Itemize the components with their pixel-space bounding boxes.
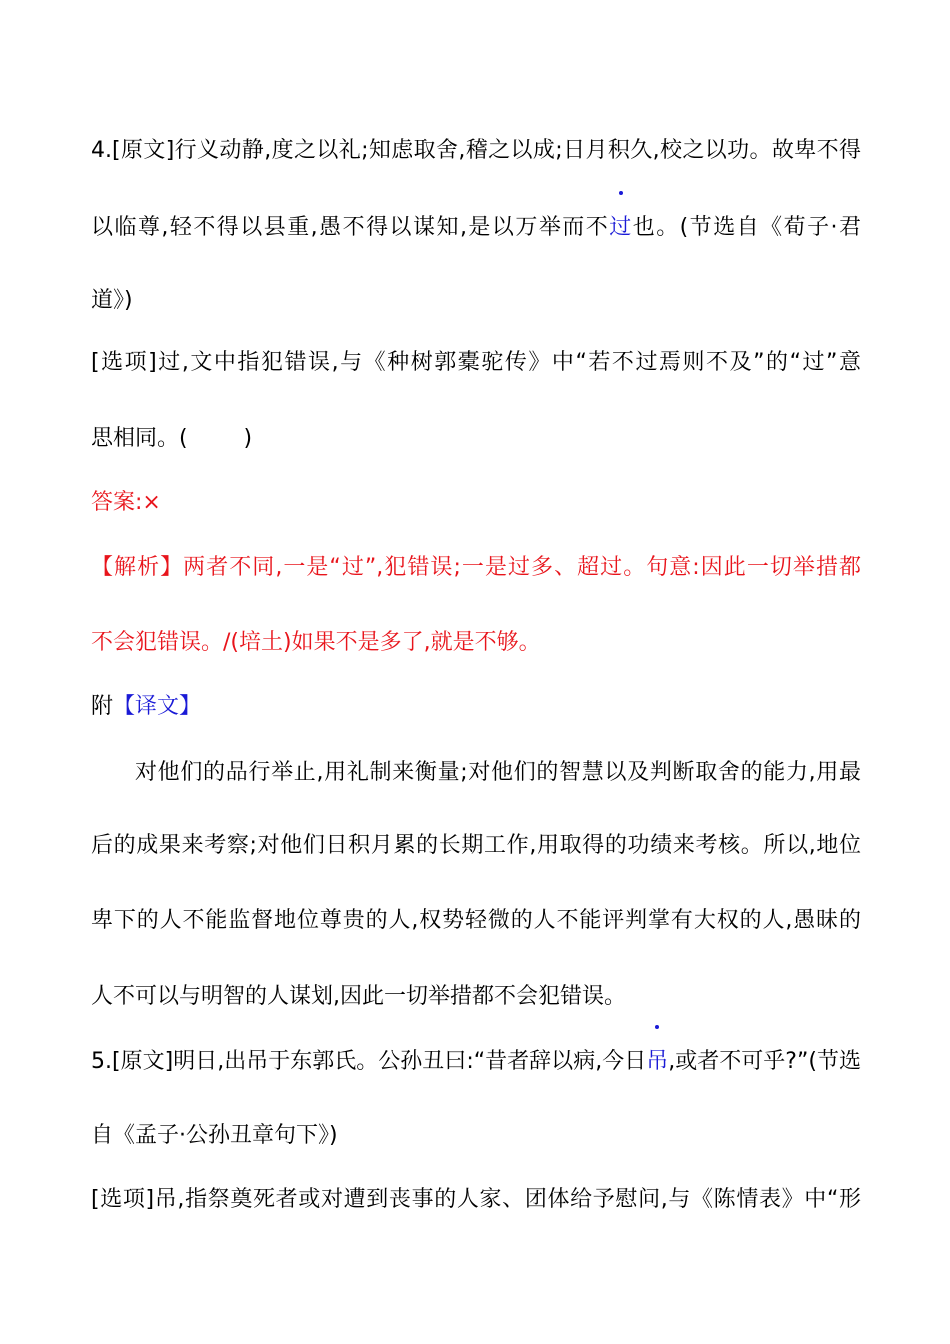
item4-option-line2: 思相同。( ): [91, 426, 253, 451]
item5-original-line1: [91, 1047, 861, 1077]
item4-analysis-line2: 不会犯错误。/(培土)如果不是多了,就是不够。: [91, 630, 541, 655]
item4-analysis-line1: 【解析】两者不同,一是“过”,犯错误;一是过多、超过。句意:因此一切举措都: [91, 555, 861, 580]
item4-answer: 答案:×: [91, 490, 161, 515]
item4-original-line2-text: 以临尊,轻不得以县重,愚不得以谋知,是以万举而不: [91, 215, 610, 240]
item5-original-line2: 自《孟子·公孙丑章句下》): [91, 1123, 338, 1148]
emphasis-dot-char: 吊: [646, 1049, 669, 1074]
emphasis-dot-char: 过: [609, 215, 633, 240]
item4-original-line3: 道》): [91, 288, 133, 313]
translation-label: 【译文】: [113, 694, 202, 719]
item4-translation-line4: 人不可以与明智的人谋划,因此一切举措都不会犯错误。: [91, 984, 626, 1009]
item4-original-line2: [91, 213, 861, 243]
item4-translation-line1: 对他们的品行举止,用礼制来衡量;对他们的智慧以及判断取舍的能力,用最: [135, 760, 861, 785]
item4-original-line1: 4.[原文]行义动静,度之以礼;知虑取舍,稽之以成;日月积久,校之以功。故卑不得: [91, 138, 861, 163]
item5-original-line1-text: 5.[原文]明日,出吊于东郭氏。公孙丑曰:“昔者辞以病,今日: [91, 1049, 647, 1074]
item4-translation-line2: 后的成果来考察;对他们日积月累的长期工作,用取得的功绩来考核。所以,地位: [91, 833, 861, 858]
item5-original-line1-text-after: ,或者不可乎?”(节选: [668, 1049, 861, 1074]
item5-option-line1: [选项]吊,指祭奠死者或对遭到丧事的人家、团体给予慰问,与《陈情表》中“形: [91, 1187, 861, 1212]
item4-translation-line3: 卑下的人不能监督地位尊贵的人,权势轻微的人不能评判掌有大权的人,愚昧的: [91, 908, 861, 933]
item4-original-line2-text-after: 也。(节选自《荀子·君: [632, 215, 862, 240]
appendix-label: 附: [91, 694, 114, 719]
item4-option-line1: [选项]过,文中指犯错误,与《种树郭橐驼传》中“若不过焉则不及”的“过”意: [91, 350, 861, 375]
item4-translation-heading: [91, 692, 861, 722]
